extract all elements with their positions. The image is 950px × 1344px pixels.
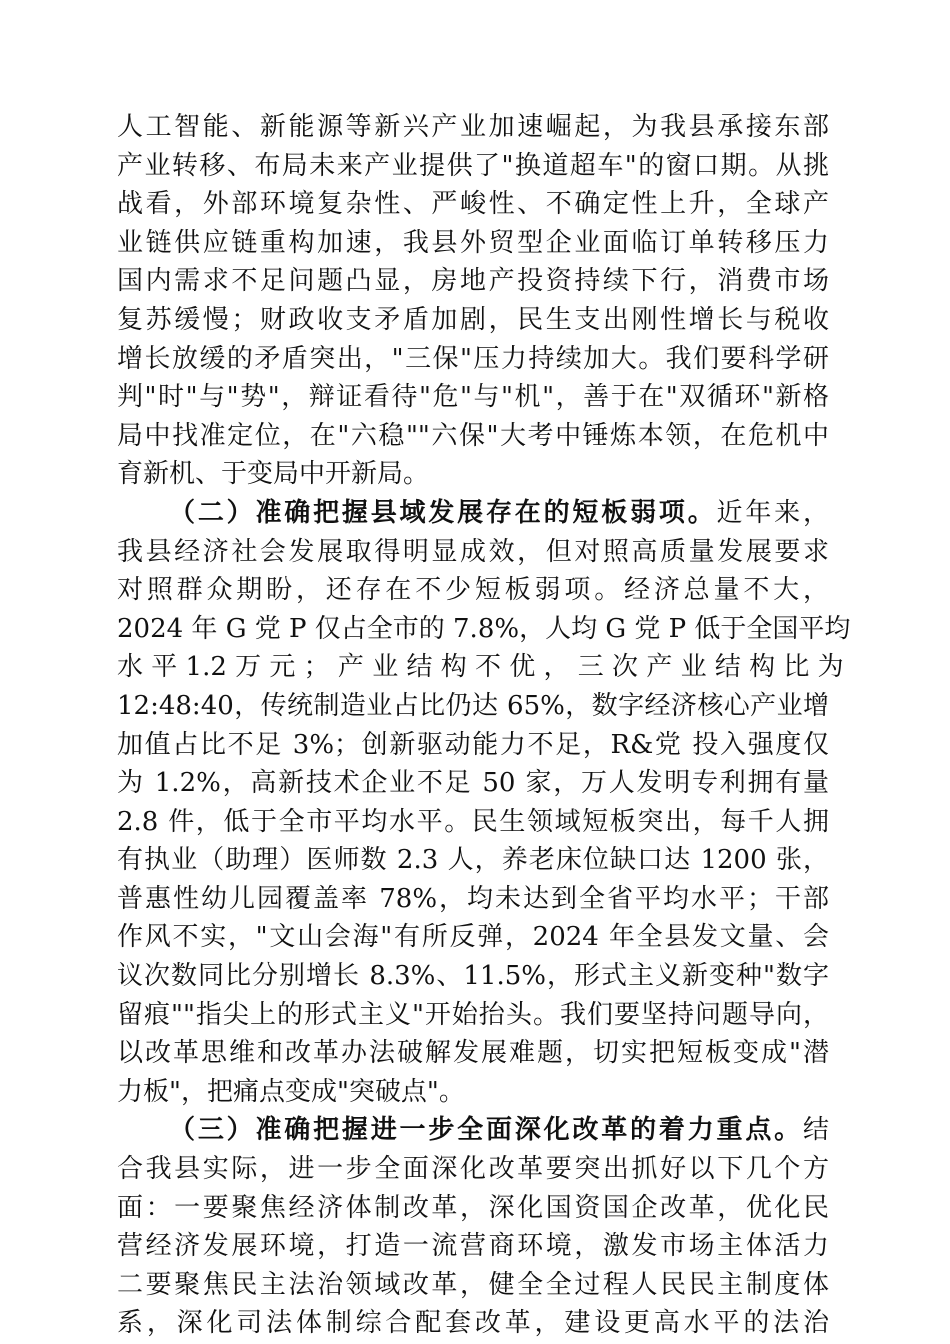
text-line: 业链供应链重构加速，我县外贸型企业面临订单转移压力 <box>117 227 829 258</box>
paragraph-2 <box>117 494 851 1112</box>
text-line: 以改革思维和改革办法破解发展难题，切实把短板变成"潜 <box>117 1038 829 1069</box>
text-line: 2.8 件，低于全市平均水平。民生领域短板突出，每千人拥 <box>117 806 829 837</box>
text-line: 2024 年 G 党 P 仅占全市的 7.8%，人均 G 党 P 低于全国平均 <box>117 613 851 644</box>
section-heading-2: （二）准确把握县域发展存在的短板弱项。 <box>169 497 717 528</box>
text-line: 有执业（助理）医师数 2.3 人，养老床位缺口达 1200 张， <box>117 845 829 876</box>
text-line: 营经济发展环境，打造一流营商环境，激发市场主体活力 <box>117 1231 829 1262</box>
text-run: 结 <box>802 1115 829 1146</box>
text-line <box>117 1111 829 1150</box>
text-line: 力板"，把痛点变成"突破点"。 <box>117 1076 465 1107</box>
text-line: 对照群众期盼，还存在不少短板弱项。经济总量不大， <box>117 575 829 606</box>
text-line: 产业转移、布局未来产业提供了"换道超车"的窗口期。从挑 <box>117 150 829 181</box>
text-line: 为 1.2%，高新技术企业不足 50 家，万人发明专利拥有量 <box>117 768 829 799</box>
text-line: 二要聚焦民主法治领域改革，健全全过程人民民主制度体 <box>117 1269 829 1300</box>
text-line: 合我县实际，进一步全面深化改革要突出抓好以下几个方 <box>117 1154 829 1185</box>
text-line: 复苏缓慢；财政收支矛盾加剧，民生支出刚性增长与税收 <box>117 304 829 335</box>
paragraph-1 <box>117 108 829 494</box>
text-line: 战看，外部环境复杂性、严峻性、不确定性上升，全球产 <box>117 189 829 220</box>
text-line: 作风不实，"文山会海"有所反弹，2024 年全县发文量、会 <box>117 922 829 953</box>
section-heading-3: （三）准确把握进一步全面深化改革的着力重点。 <box>169 1115 803 1146</box>
text-line: 加值占比不足 3%；创新驱动能力不足，R&党 投入强度仅 <box>117 729 829 760</box>
text-line: 育新机、于变局中开新局。 <box>117 459 430 490</box>
text-line: 议次数同比分别增长 8.3%、11.5%，形式主义新变种"数字 <box>117 961 829 992</box>
text-line: 12:48:40，传统制造业占比仍达 65%，数字经济核心产业增 <box>117 690 829 721</box>
text-line <box>117 494 829 533</box>
text-line: 判"时"与"势"，辩证看待"危"与"机"，善于在"双循环"新格 <box>117 382 829 413</box>
text-line: 面：一要聚焦经济体制改革，深化国资国企改革，优化民 <box>117 1192 829 1223</box>
text-line: 局中找准定位，在"六稳""六保"大考中锤炼本领，在危机中 <box>117 420 829 451</box>
document-body <box>117 108 851 1343</box>
paragraph-3 <box>117 1111 829 1343</box>
text-line: 人工智能、新能源等新兴产业加速崛起，为我县承接东部 <box>117 112 829 142</box>
text-line: 水 平 1.2 万 元 ； 产 业 结 构 不 优 ， 三 次 产 业 结 构 比 为 <box>117 652 844 683</box>
text-line: 留痕""指尖上的形式主义"开始抬头。我们要坚持问题导向， <box>117 999 829 1030</box>
text-line: 普惠性幼儿园覆盖率 78%，均未达到全省平均水平；干部 <box>117 883 829 914</box>
text-line: 系，深化司法体制综合配套改革，建设更高水平的法治 <box>117 1308 829 1339</box>
text-line: 国内需求不足问题凸显，房地产投资持续下行，消费市场 <box>117 266 829 297</box>
text-line: 我县经济社会发展取得明显成效，但对照高质量发展要求 <box>117 536 829 567</box>
text-run: 近年来， <box>716 497 829 528</box>
text-line: 增长放缓的矛盾突出，"三保"压力持续加大。我们要科学研 <box>117 343 829 374</box>
